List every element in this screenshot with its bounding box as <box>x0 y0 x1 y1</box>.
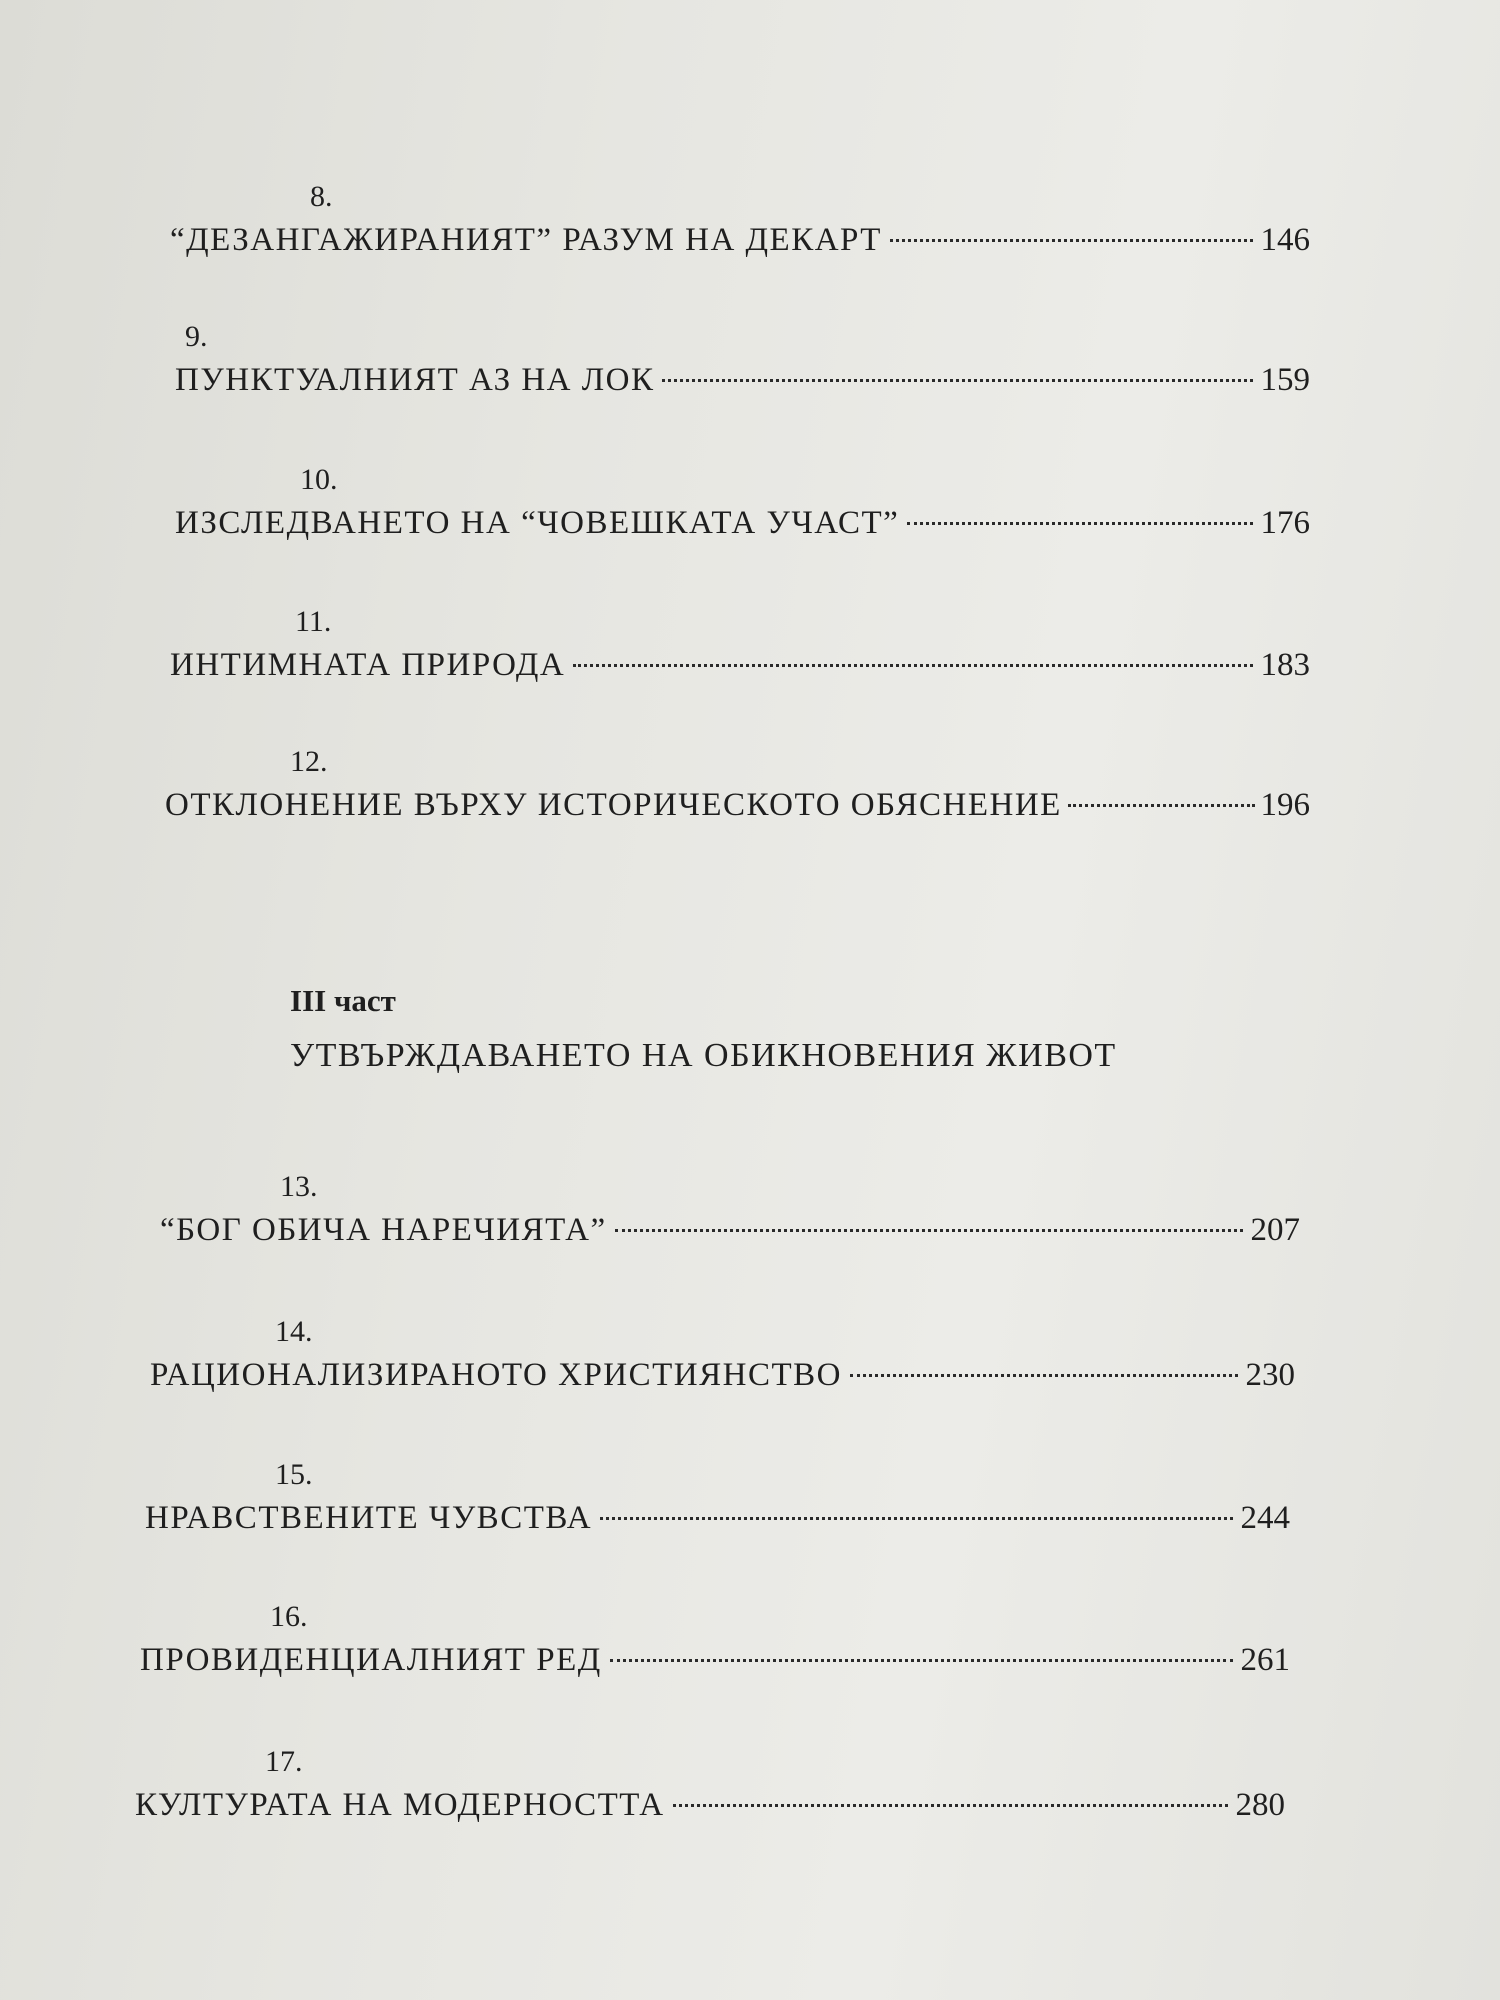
entry-title: ИЗСЛЕДВАНЕТО НА “ЧОВЕШКАТА УЧАСТ” <box>175 505 900 541</box>
entry-line <box>165 787 1310 824</box>
entry-title: ПРОВИДЕНЦИАЛНИЯТ РЕД <box>140 1642 602 1678</box>
entry-line <box>170 647 1310 684</box>
entry-line <box>160 1212 1300 1249</box>
entry-number: 16. <box>270 1600 308 1633</box>
toc-entry-14 <box>150 1315 1295 1394</box>
entry-number: 17. <box>265 1745 303 1778</box>
part-title: УТВЪРЖДАВАНЕТО НА ОБИКНОВЕНИЯ ЖИВОТ <box>290 1037 1117 1074</box>
toc-entry-16 <box>140 1600 1290 1679</box>
entry-number: 10. <box>300 463 338 496</box>
dot-leader <box>610 1659 1233 1662</box>
dot-leader <box>662 379 1252 382</box>
entry-number: 11. <box>295 605 332 638</box>
toc-entry-15 <box>145 1458 1290 1537</box>
part-label: III част <box>290 983 396 1018</box>
entry-title: ИНТИМНАТА ПРИРОДА <box>170 647 566 683</box>
toc-entry-13 <box>160 1170 1300 1249</box>
entry-page-number: 230 <box>1245 1357 1295 1393</box>
toc-entry-10 <box>175 463 1310 542</box>
toc-entry-9 <box>175 320 1310 399</box>
entry-number: 15. <box>275 1458 313 1491</box>
entry-title: “ДЕЗАНГАЖИРАНИЯТ” РАЗУМ НА ДЕКАРТ <box>170 222 882 258</box>
entry-line <box>140 1642 1290 1679</box>
entry-line <box>175 505 1310 542</box>
dot-leader <box>573 664 1252 667</box>
part-heading <box>290 983 1117 1075</box>
toc-entry-8 <box>170 180 1310 259</box>
entry-number: 9. <box>185 320 208 353</box>
entry-page-number: 207 <box>1250 1212 1300 1248</box>
entry-title: КУЛТУРАТА НА МОДЕРНОСТТА <box>135 1787 665 1823</box>
entry-page-number: 261 <box>1240 1642 1290 1678</box>
entry-number: 12. <box>290 745 328 778</box>
entry-line <box>150 1357 1295 1394</box>
entry-line <box>175 362 1310 399</box>
toc-entry-17 <box>135 1745 1285 1824</box>
entry-title: РАЦИОНАЛИЗИРАНОТО ХРИСТИЯНСТВО <box>150 1357 842 1393</box>
entry-page-number: 244 <box>1240 1500 1290 1536</box>
dot-leader <box>907 522 1252 525</box>
entry-page-number: 176 <box>1260 505 1310 541</box>
entry-title: ПУНКТУАЛНИЯТ АЗ НА ЛОК <box>175 362 655 398</box>
toc-entry-12 <box>165 745 1310 824</box>
dot-leader <box>890 239 1253 242</box>
entry-line <box>170 222 1310 259</box>
entry-page-number: 280 <box>1235 1787 1285 1823</box>
dot-leader <box>850 1374 1238 1377</box>
entry-page-number: 183 <box>1260 647 1310 683</box>
entry-line <box>145 1500 1290 1537</box>
entry-page-number: 146 <box>1260 222 1310 258</box>
entry-page-number: 159 <box>1260 362 1310 398</box>
entry-number: 14. <box>275 1315 313 1348</box>
entry-page-number: 196 <box>1260 787 1310 823</box>
dot-leader <box>673 1804 1228 1807</box>
toc-entry-11 <box>170 605 1310 684</box>
entry-title: НРАВСТВЕНИТЕ ЧУВСТВА <box>145 1500 593 1536</box>
entry-title: “БОГ ОБИЧА НАРЕЧИЯТА” <box>160 1212 607 1248</box>
dot-leader <box>600 1517 1232 1520</box>
entry-number: 8. <box>310 180 333 213</box>
entry-number: 13. <box>280 1170 318 1203</box>
entry-title: ОТКЛОНЕНИЕ ВЪРХУ ИСТОРИЧЕСКОТО ОБЯСНЕНИЕ <box>165 787 1062 823</box>
dot-leader <box>615 1229 1243 1232</box>
entry-line <box>135 1787 1285 1824</box>
dot-leader <box>1068 804 1255 807</box>
